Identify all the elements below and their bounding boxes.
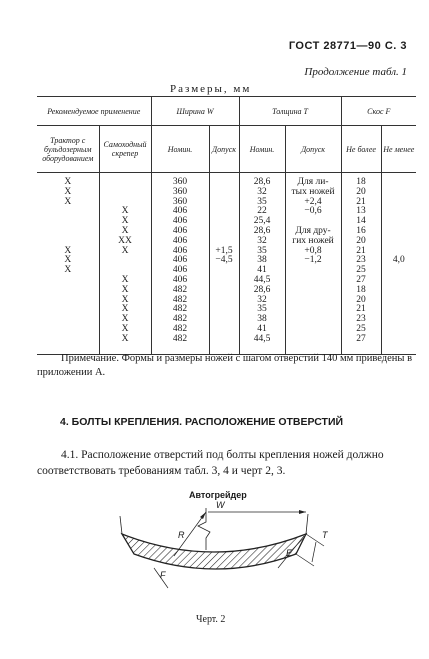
label-e: E [286, 548, 293, 558]
section-title: 4. БОЛТЫ КРЕПЛЕНИЯ. РАСПОЛОЖЕНИЕ ОТВЕРСТИЙ [60, 416, 344, 428]
header-bevel-min: Не менее [381, 126, 416, 173]
header-usage: Рекомендуемое применение [37, 97, 151, 126]
extension-line-right [306, 514, 308, 534]
blade-drawing [110, 498, 340, 613]
header-width-tolerance: Допуск [209, 126, 239, 173]
table-continuation-label: Продолжение табл. 1 [304, 66, 407, 78]
cell-thickness-nominal: 28,6 32 35 22 25,4 28,6 32 35 38 41 44,5 28,6 32 35 38 41 44,5 [239, 173, 285, 355]
label-f: F [160, 570, 166, 580]
figure-title: Автогрейдер [189, 490, 247, 500]
cell-scraper: X X X XX X X X X X X X X [99, 173, 151, 355]
header-thickness-nominal: Номин. [239, 126, 285, 173]
header-thickness-tolerance: Допуск [285, 126, 341, 173]
cell-bevel-min: 4,0 [392, 255, 405, 266]
cell-width-nominal: 360 360 360 406 406 406 406 406 406 406 406 482 482 482 482 482 482 [151, 173, 209, 355]
header-width-nominal: Номин. [151, 126, 209, 173]
cell-width-tolerance: +1,5 −4,5 [209, 173, 239, 355]
paragraph: 4.1. Расположение отверстий под болты крепления ножей должно соответствовать требованиям табл. 3, 4 и черт 2, 3. [37, 449, 384, 477]
header-bevel: Скос F [341, 97, 416, 126]
label-r: R [178, 530, 185, 540]
figure-caption: Черт. 2 [196, 614, 226, 625]
extension-line-left [120, 516, 122, 534]
cell-bevel-max: 18 20 21 13 14 16 20 21 23 25 27 18 20 21 23 25 27 [341, 173, 381, 355]
cell-thickness-tolerance: Для ли- тых ножей +2,4 −0,6 Для дру- гих ножей +0,8 −1,2 [285, 173, 341, 355]
header-width: Ширина W [151, 97, 239, 126]
dimensions-table [37, 96, 416, 355]
header-tractor: Трактор с бульдозерным оборудованием [37, 126, 99, 173]
label-t: T [322, 530, 328, 540]
page-header: ГОСТ 28771—90 С. 3 [288, 40, 407, 52]
header-scraper: Самоходный скрепер [99, 126, 151, 173]
table-note: Примечание. Формы и размеры ножей с шагом отверстий 140 мм приведены в приложении А. [37, 353, 413, 378]
header-bevel-max: Не более [341, 126, 381, 173]
table-units: Размеры, мм [170, 83, 252, 95]
cell-tractor: X X X X X X [37, 173, 99, 355]
blade-section [122, 534, 306, 569]
label-w: W [216, 500, 225, 510]
header-thickness: Толщина T [239, 97, 341, 126]
table-body-row [37, 173, 416, 355]
